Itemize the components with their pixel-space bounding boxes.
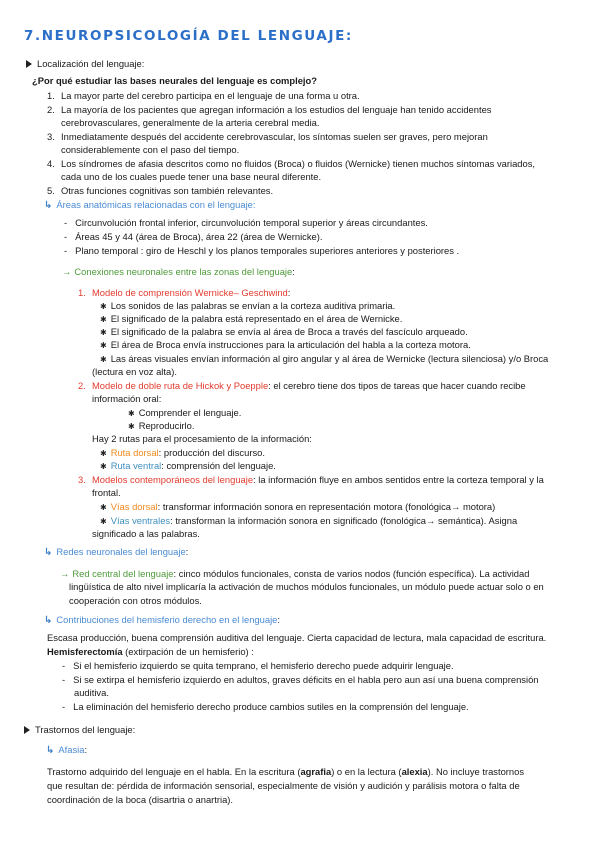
colon: : — [84, 744, 88, 755]
item-text: Otras funciones cognitivas son también relevantes. — [61, 185, 274, 196]
afasia-paragraph-line: coordinación de la boca (disartria o anartria). — [47, 794, 234, 805]
subsection-heading: Redes neuronales del lenguaje — [56, 546, 186, 557]
text: Trastorno adquirido del lenguaje en el habla. En la escritura ( — [47, 766, 301, 777]
route-label: Vías ventrales — [110, 515, 171, 526]
redes-item-cont: lingüística de alto nivel implicaría la activación de muchos módulos funcionales, un módulo puede actuar solo o en — [69, 581, 544, 592]
item-text: Comprender el lenguaje. — [138, 407, 242, 418]
section-heading: Localización del lenguaje: — [37, 58, 145, 69]
dash-item: - Circunvolución frontal inferior, circunvolución temporal superior y áreas circundantes. — [64, 217, 428, 228]
model-3-route — [100, 500, 495, 514]
dash-item: - Plano temporal : giro de Heschl y los planos temporales superiores anteriores y posteriores . — [64, 245, 460, 256]
term: Hemisferectomía — [47, 646, 123, 657]
route-text: : comprensión del lenguaje. — [161, 460, 276, 471]
right-arrow-icon: → — [60, 568, 70, 579]
item-text: Reproducirlo. — [138, 420, 195, 431]
numbered-item-4-cont: cada uno de los cuales puede tener una base neural diferente. — [61, 171, 322, 182]
page-title: 7.NEUROPSICOLOGÍA DEL LENGUAJE: — [24, 28, 353, 44]
term-text: (extirpación de un hemisferio) : — [122, 646, 254, 657]
model-3-route-cont: significado a las palabras. — [92, 528, 200, 539]
item-text: Plano temporal : giro de Heschl y los planos temporales superiores anteriores y posteriores . — [75, 245, 460, 256]
subsection-areas — [44, 198, 255, 212]
model-1-bullet-cont: (lectura en voz alta). — [92, 366, 177, 377]
model-name: Modelo de doble ruta de Hickok y Poepple — [92, 380, 269, 391]
bug-bullet-icon: ✱ — [100, 503, 107, 512]
term-agrafia: agrafia — [300, 766, 332, 777]
section-trastornos — [24, 723, 135, 736]
item-text: Áreas 45 y 44 (área de Broca), área 22 (área de Wernicke). — [75, 231, 323, 242]
route-label: Vías dorsal — [110, 501, 158, 512]
subsection-heading: Contribuciones del hemisferio derecho en el lenguaje — [56, 614, 278, 625]
route-label: Ruta ventral — [110, 460, 162, 471]
route-text: : transformar información sonora en representación motora (fonológica→ motora) — [157, 501, 496, 512]
bug-bullet-icon: ✱ — [128, 409, 135, 418]
section-heading: Trastornos del lenguaje: — [35, 724, 136, 735]
model-2-route — [100, 459, 276, 473]
numbered-item-3: 3. Inmediatamente después del accidente cerebrovascular, los síntomas suelen ser graves, pero mejoran — [47, 131, 488, 142]
dash-item: - Áreas 45 y 44 (área de Broca), área 22 (área de Wernicke). — [64, 231, 323, 242]
afasia-paragraph-line: que resultan de: pérdida de información sensorial, especialmente de visión y audición y parálisis motora o falta de — [47, 780, 520, 791]
right-arrow-icon: → — [62, 266, 72, 277]
item-text: La mayor parte del cerebro participa en el lenguaje de una forma u otra. — [61, 90, 360, 101]
question-heading: ¿Por qué estudiar las bases neurales del lenguaje es complejo? — [32, 75, 317, 86]
item-text: El significado de la palabra se envía al área de Broca a través del fascículo arqueado. — [110, 326, 468, 337]
triangle-bullet-icon — [26, 60, 32, 68]
route-text: : producción del discurso. — [158, 447, 265, 458]
route-label: Ruta dorsal — [110, 447, 159, 458]
model-2-title: 2. Modelo de doble ruta de Hickok y Poepple: el cerebro tiene dos tipos de tareas que hacer cuando recibe — [78, 380, 526, 391]
colon: : — [287, 287, 291, 298]
hemis-term — [47, 645, 254, 658]
arrow-icon: ↳ — [46, 745, 55, 756]
subsection-heading: Conexiones neuronales entre las zonas del lenguaje — [74, 266, 293, 277]
item-text: El significado de la palabra está representado en el área de Wernicke. — [110, 313, 403, 324]
subsection-heading: Afasia — [58, 744, 85, 755]
redes-item-cont: cooperación con otros módulos. — [69, 595, 202, 606]
item-text: Si el hemisferio izquierdo se quita temprano, el hemisferio derecho puede adquirir lenguaje. — [73, 660, 454, 671]
bug-bullet-icon: ✱ — [100, 449, 107, 458]
numbered-item-2: 2. La mayoría de los pacientes que agregan información a los estudios del lenguaje han tenido accidentes — [47, 104, 492, 115]
colon: : — [292, 266, 295, 277]
item-text: Inmediatamente después del accidente cerebrovascular, los síntomas suelen ser graves, pero mejoran — [61, 131, 488, 142]
model-2-cont: información oral: — [92, 393, 162, 404]
model-name: Modelo de comprensión Wernicke– Geschwind — [92, 287, 288, 298]
numbered-item-4: 4. Los síndromes de afasia descritos como no fluidos (Broca) o fluidos (Wernicke) tienen muchos síntomas variados, — [47, 158, 536, 169]
bug-bullet-icon: ✱ — [100, 517, 107, 526]
redes-item — [60, 567, 529, 580]
model-1-title: 1. Modelo de comprensión Wernicke– Geschwind: — [78, 287, 291, 298]
bug-bullet-icon: ✱ — [100, 355, 107, 364]
bug-bullet-icon: ✱ — [128, 422, 135, 431]
model-2-routes: Hay 2 rutas para el procesamiento de la información: — [92, 433, 312, 444]
item-text: Si se extirpa el hemisferio izquierdo en adultos, graves déficits en el habla pero aun así una buena comprensión — [73, 674, 539, 685]
hemis-paragraph: Escasa producción, buena comprensión auditiva del lenguaje. Cierta capacidad de lectura, mala capacidad de escritura. — [47, 632, 547, 643]
bug-bullet-icon: ✱ — [100, 462, 107, 471]
subsection-redes — [44, 545, 188, 559]
triangle-bullet-icon — [24, 726, 30, 734]
numbered-item-2-cont: cerebrovasculares, generalmente de la arteria cerebral media. — [61, 117, 320, 128]
arrow-icon: ↳ — [44, 547, 53, 558]
subsection-heading: Áreas anatómicas relacionadas con el lenguaje: — [56, 199, 256, 210]
subsection-hemisferio — [44, 613, 280, 627]
item-text: : cinco módulos funcionales, consta de varios nodos (función específica). La actividad — [173, 568, 530, 579]
model-1-bullet — [100, 338, 471, 352]
model-3-cont: frontal. — [92, 487, 121, 498]
colon: : — [277, 614, 280, 625]
text: ). No incluye trastornos — [427, 766, 525, 777]
model-name: Modelos contemporáneos del lenguaje — [92, 474, 254, 485]
bug-bullet-icon: ✱ — [100, 341, 107, 350]
bug-bullet-icon: ✱ — [100, 315, 107, 324]
route-text: : transforman la información sonora en significado (fonológica→ semántica). Asigna — [170, 515, 518, 526]
text: ) o en la lectura ( — [331, 766, 402, 777]
item-text: El área de Broca envía instrucciones para la articulación del habla a la corteza motora. — [110, 339, 471, 350]
item-label: Red central del lenguaje — [72, 568, 174, 579]
dash-item: - Si se extirpa el hemisferio izquierdo en adultos, graves déficits en el habla pero aun así una buena comprensión — [62, 674, 539, 685]
item-text: La eliminación del hemisferio derecho produce cambios sutiles en la comprensión del lenguaje. — [73, 701, 469, 712]
bug-bullet-icon: ✱ — [100, 302, 107, 311]
model-text: : el cerebro tiene dos tipos de tareas que hacer cuando recibe — [268, 380, 526, 391]
bug-bullet-icon: ✱ — [100, 328, 107, 337]
model-text: : la información fluye en ambos sentidos entre la corteza temporal y la — [253, 474, 544, 485]
subsection-conexiones — [62, 265, 295, 278]
subsection-afasia — [46, 743, 87, 757]
afasia-paragraph-line — [47, 765, 524, 778]
dash-item: - La eliminación del hemisferio derecho produce cambios sutiles en la comprensión del lenguaje. — [62, 701, 469, 712]
arrow-icon: ↳ — [44, 200, 53, 211]
item-text: Las áreas visuales envían información al giro angular y al área de Wernicke (lectura silenciosa) y/o Broca — [110, 353, 549, 364]
numbered-item-1: 1. La mayor parte del cerebro participa en el lenguaje de una forma u otra. — [47, 90, 360, 101]
arrow-icon: ↳ — [44, 615, 53, 626]
colon: : — [185, 546, 189, 557]
item-text: Circunvolución frontal inferior, circunvolución temporal superior y áreas circundantes. — [75, 217, 428, 228]
numbered-item-5: 5. Otras funciones cognitivas son también relevantes. — [47, 185, 274, 196]
item-text: Los sonidos de las palabras se envían a la corteza auditiva primaria. — [110, 300, 396, 311]
section-localizacion — [26, 57, 144, 70]
term-alexia: alexia — [401, 766, 428, 777]
item-text: La mayoría de los pacientes que agregan información a los estudios del lenguaje han tenido accidentes — [61, 104, 492, 115]
dash-item-cont: auditiva. — [74, 687, 109, 698]
model-3-title: 3. Modelos contemporáneos del lenguaje: la información fluye en ambos sentidos entre la corteza temporal y la — [78, 474, 544, 485]
item-text: Los síndromes de afasia descritos como no fluidos (Broca) o fluidos (Wernicke) tienen muchos síntomas variados, — [61, 158, 536, 169]
numbered-item-3-cont: considerablemente con el paso del tiempo. — [61, 144, 240, 155]
dash-item: - Si el hemisferio izquierdo se quita temprano, el hemisferio derecho puede adquirir lenguaje. — [62, 660, 454, 671]
